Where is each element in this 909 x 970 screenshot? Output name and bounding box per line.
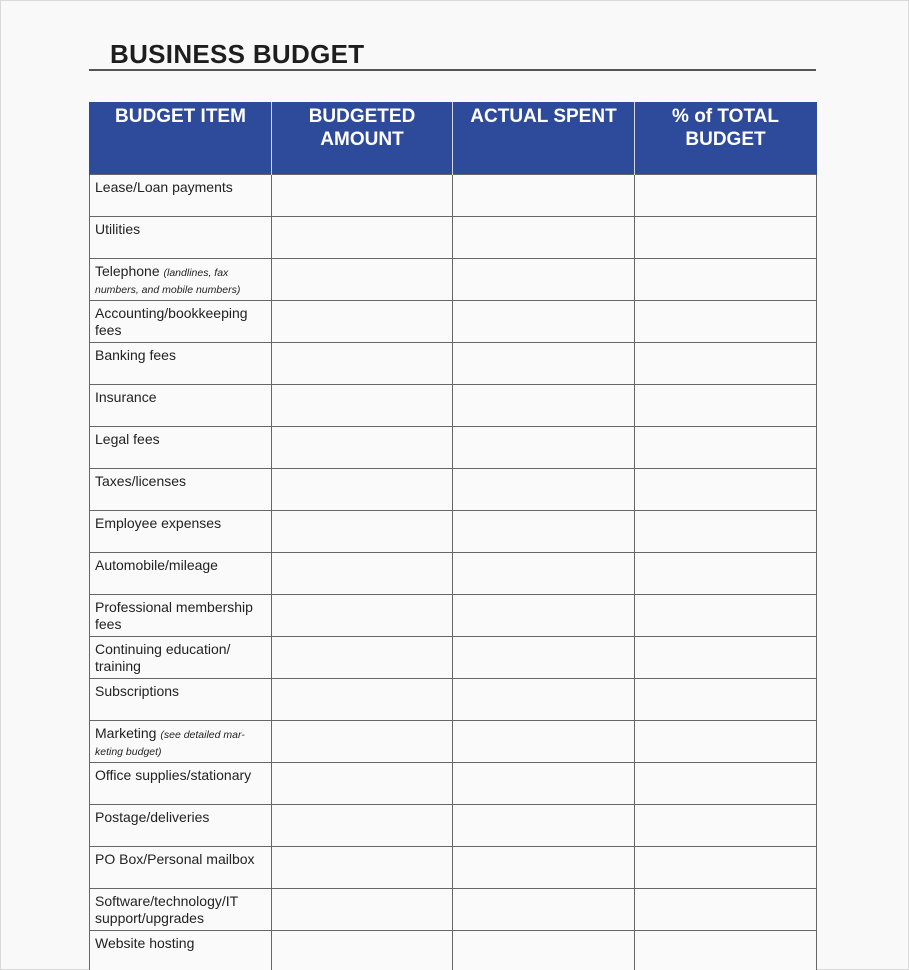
header-budgeted-amount: BUDGETED AMOUNT (272, 102, 453, 175)
percent-total-cell[interactable] (635, 679, 817, 721)
table-row (90, 553, 817, 595)
table-row (90, 637, 817, 679)
budgeted-amount-cell[interactable] (272, 637, 453, 679)
actual-spent-cell[interactable] (453, 259, 635, 301)
budgeted-amount-cell[interactable] (272, 763, 453, 805)
budgeted-amount-cell[interactable] (272, 259, 453, 301)
table-row (90, 931, 817, 970)
budget-item-label: Automobile/mileage (95, 557, 218, 573)
budget-item-label: Accounting/bookkeeping fees (95, 305, 248, 338)
actual-spent-cell[interactable] (453, 889, 635, 931)
title-underline (89, 69, 816, 71)
header-percent-total: % of TOTAL BUDGET (635, 102, 817, 175)
budgeted-amount-cell[interactable] (272, 469, 453, 511)
budget-item-label: Banking fees (95, 347, 176, 363)
actual-spent-cell[interactable] (453, 343, 635, 385)
table-row (90, 679, 817, 721)
budget-item-label: Software/technology/IT support/upgrades (95, 893, 238, 926)
table-row (90, 259, 817, 301)
actual-spent-cell[interactable] (453, 637, 635, 679)
actual-spent-cell[interactable] (453, 763, 635, 805)
percent-total-cell[interactable] (635, 847, 817, 889)
budget-item-label: Utilities (95, 221, 141, 237)
budget-item-note: (landlines, fax numbers, and mobile numbers) (95, 267, 241, 296)
budget-item-cell (90, 259, 272, 301)
percent-total-cell[interactable] (635, 259, 817, 301)
actual-spent-cell[interactable] (453, 931, 635, 970)
table-row (90, 511, 817, 553)
budget-item-label: Continuing education/ training (95, 641, 231, 674)
budget-item-label: Marketing (95, 725, 157, 741)
table-row (90, 385, 817, 427)
budget-item-cell (90, 511, 272, 553)
budgeted-amount-cell[interactable] (272, 301, 453, 343)
budget-item-label: Employee expenses (95, 515, 222, 531)
actual-spent-cell[interactable] (453, 175, 635, 217)
budgeted-amount-cell[interactable] (272, 721, 453, 763)
table-row (90, 805, 817, 847)
budget-item-cell (90, 385, 272, 427)
budget-item-label: Lease/Loan payments (95, 179, 233, 195)
percent-total-cell[interactable] (635, 511, 817, 553)
percent-total-cell[interactable] (635, 301, 817, 343)
actual-spent-cell[interactable] (453, 217, 635, 259)
actual-spent-cell[interactable] (453, 595, 635, 637)
budget-item-cell (90, 175, 272, 217)
budget-item-label: Office supplies/stationary (95, 767, 252, 783)
budget-item-label: Professional membership fees (95, 599, 253, 632)
budget-item-label: Website hosting (95, 935, 195, 951)
budget-item-cell (90, 847, 272, 889)
budget-item-label: Postage/deliveries (95, 809, 210, 825)
actual-spent-cell[interactable] (453, 805, 635, 847)
table-row (90, 763, 817, 805)
table-row (90, 427, 817, 469)
table-row (90, 217, 817, 259)
percent-total-cell[interactable] (635, 721, 817, 763)
budget-item-label: PO Box/Personal mailbox (95, 851, 255, 867)
actual-spent-cell[interactable] (453, 847, 635, 889)
budget-item-cell (90, 427, 272, 469)
actual-spent-cell[interactable] (453, 469, 635, 511)
budget-item-note: (see detailed mar-keting budget) (95, 729, 245, 758)
header-actual-spent: ACTUAL SPENT (453, 102, 635, 175)
budgeted-amount-cell[interactable] (272, 805, 453, 847)
budget-item-cell (90, 721, 272, 763)
percent-total-cell[interactable] (635, 427, 817, 469)
budgeted-amount-cell[interactable] (272, 217, 453, 259)
actual-spent-cell[interactable] (453, 553, 635, 595)
budget-table (89, 102, 817, 970)
budgeted-amount-cell[interactable] (272, 931, 453, 970)
budget-item-cell (90, 889, 272, 931)
header-budget-item: BUDGET ITEM (90, 102, 272, 175)
percent-total-cell[interactable] (635, 343, 817, 385)
budget-item-cell (90, 637, 272, 679)
budgeted-amount-cell[interactable] (272, 511, 453, 553)
budgeted-amount-cell[interactable] (272, 847, 453, 889)
table-row (90, 301, 817, 343)
budget-item-label: Taxes/licenses (95, 473, 187, 489)
header-row (90, 102, 817, 175)
actual-spent-cell[interactable] (453, 511, 635, 553)
actual-spent-cell[interactable] (453, 721, 635, 763)
budget-item-cell (90, 805, 272, 847)
budget-item-label: Telephone (95, 263, 160, 279)
budget-item-label: Subscriptions (95, 683, 180, 699)
budget-rows (90, 175, 817, 970)
percent-total-cell[interactable] (635, 637, 817, 679)
percent-total-cell[interactable] (635, 217, 817, 259)
budget-item-cell (90, 553, 272, 595)
budget-item-label: Insurance (95, 389, 157, 405)
table-row (90, 595, 817, 637)
budget-item-cell (90, 343, 272, 385)
table-row (90, 847, 817, 889)
percent-total-cell[interactable] (635, 595, 817, 637)
actual-spent-cell[interactable] (453, 427, 635, 469)
budgeted-amount-cell[interactable] (272, 343, 453, 385)
actual-spent-cell[interactable] (453, 301, 635, 343)
actual-spent-cell[interactable] (453, 385, 635, 427)
budget-item-cell (90, 469, 272, 511)
table-row (90, 889, 817, 931)
budget-item-cell (90, 763, 272, 805)
percent-total-cell[interactable] (635, 553, 817, 595)
percent-total-cell[interactable] (635, 175, 817, 217)
budgeted-amount-cell[interactable] (272, 427, 453, 469)
budget-item-cell (90, 217, 272, 259)
percent-total-cell[interactable] (635, 385, 817, 427)
table-row (90, 469, 817, 511)
budgeted-amount-cell[interactable] (272, 553, 453, 595)
budgeted-amount-cell[interactable] (272, 385, 453, 427)
budget-item-cell (90, 931, 272, 970)
actual-spent-cell[interactable] (453, 679, 635, 721)
budgeted-amount-cell[interactable] (272, 679, 453, 721)
table-row (90, 343, 817, 385)
budgeted-amount-cell[interactable] (272, 595, 453, 637)
budget-item-cell (90, 301, 272, 343)
budgeted-amount-cell[interactable] (272, 175, 453, 217)
budget-item-label: Legal fees (95, 431, 160, 447)
percent-total-cell[interactable] (635, 889, 817, 931)
percent-total-cell[interactable] (635, 763, 817, 805)
table-row (90, 175, 817, 217)
table-row (90, 721, 817, 763)
budget-item-cell (90, 679, 272, 721)
budget-item-cell (90, 595, 272, 637)
percent-total-cell[interactable] (635, 805, 817, 847)
percent-total-cell[interactable] (635, 931, 817, 970)
page-title: BUSINESS BUDGET (110, 39, 365, 69)
budgeted-amount-cell[interactable] (272, 889, 453, 931)
percent-total-cell[interactable] (635, 469, 817, 511)
